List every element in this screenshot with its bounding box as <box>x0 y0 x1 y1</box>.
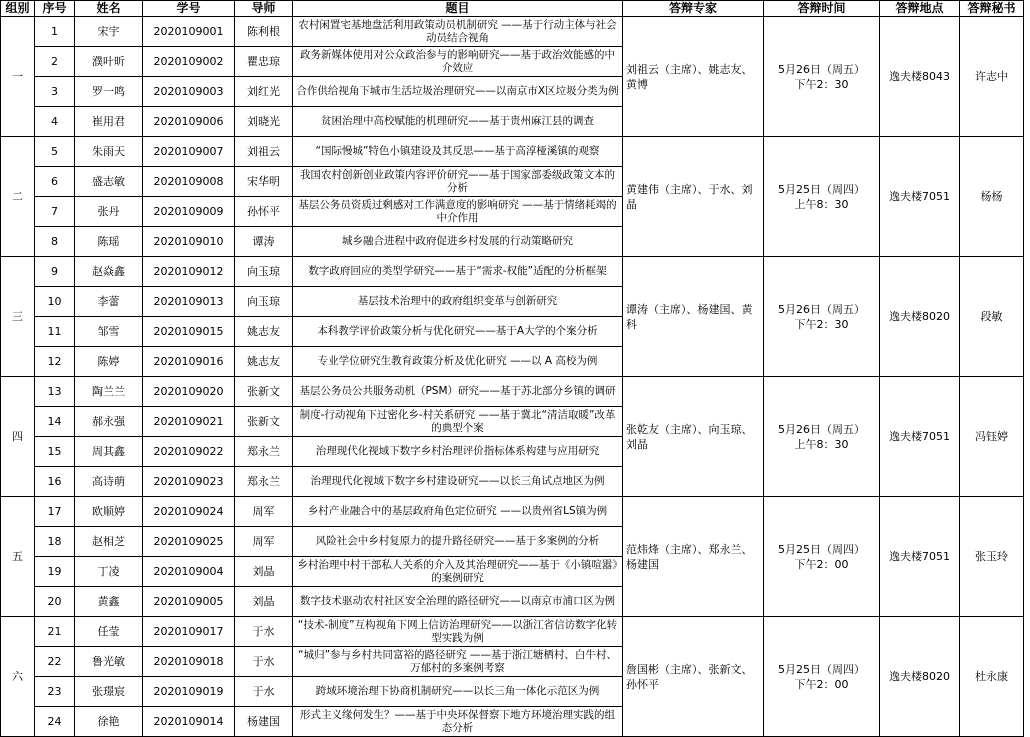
header-time: 答辩时间 <box>764 1 880 17</box>
table-row <box>1 137 1024 167</box>
student-id-cell: 2020109019 <box>143 677 235 707</box>
header-location: 答辩地点 <box>880 1 960 17</box>
name-cell: 张丹 <box>75 197 143 227</box>
advisor-cell: 张新文 <box>235 407 293 437</box>
topic-cell: 基层公务员资质过剩感对工作满意度的影响研究 ——基于情绪耗竭的中介作用 <box>293 197 623 227</box>
student-id-cell: 2020109001 <box>143 17 235 47</box>
topic-cell: 跨域环境治理下协商机制研究——以长三角一体化示范区为例 <box>293 677 623 707</box>
time-clock: 上午8：30 <box>794 197 849 211</box>
student-id-cell: 2020109023 <box>143 467 235 497</box>
time-cell <box>764 377 880 497</box>
header-group: 组别 <box>1 1 35 17</box>
experts-cell: 詹国彬（主席）、张新文、孙怀平 <box>623 617 764 737</box>
location-cell: 逸夫楼8043 <box>880 17 960 137</box>
topic-cell: 本科教学评价政策分析与优化研究——基于A大学的个案分析 <box>293 317 623 347</box>
name-cell: 罗一鸣 <box>75 77 143 107</box>
group-label: 四 <box>1 377 35 497</box>
group-label: 五 <box>1 497 35 617</box>
time-clock: 上午8：30 <box>794 437 849 451</box>
student-id-cell: 2020109022 <box>143 437 235 467</box>
location-cell: 逸夫楼7051 <box>880 377 960 497</box>
header-advisor: 导师 <box>235 1 293 17</box>
advisor-cell: 向玉琼 <box>235 257 293 287</box>
experts-cell: 刘祖云（主席）、姚志友、黄博 <box>623 17 764 137</box>
topic-cell: 政务新媒体使用对公众政治参与的影响研究——基于政治效能感的中介效应 <box>293 47 623 77</box>
advisor-cell: 陈利根 <box>235 17 293 47</box>
advisor-cell: 姚志友 <box>235 347 293 377</box>
name-cell: 郝永强 <box>75 407 143 437</box>
name-cell: 赵相芝 <box>75 527 143 557</box>
table-row <box>1 377 1024 407</box>
seq-cell: 16 <box>35 467 75 497</box>
name-cell: 宋宇 <box>75 17 143 47</box>
group-label: 六 <box>1 617 35 737</box>
seq-cell: 19 <box>35 557 75 587</box>
advisor-cell: 刘晓光 <box>235 107 293 137</box>
secretary-cell: 张玉玲 <box>960 497 1024 617</box>
seq-cell: 2 <box>35 47 75 77</box>
name-cell: 陶兰兰 <box>75 377 143 407</box>
name-cell: 丁凌 <box>75 557 143 587</box>
advisor-cell: 刘祖云 <box>235 137 293 167</box>
student-id-cell: 2020109006 <box>143 107 235 137</box>
student-id-cell: 2020109008 <box>143 167 235 197</box>
seq-cell: 23 <box>35 677 75 707</box>
student-id-cell: 2020109016 <box>143 347 235 377</box>
topic-cell: 治理现代化视域下数字乡村建设研究——以长三角试点地区为例 <box>293 467 623 497</box>
time-date: 5月26日（周五） <box>778 422 865 436</box>
advisor-cell: 孙怀平 <box>235 197 293 227</box>
student-id-cell: 2020109003 <box>143 77 235 107</box>
topic-cell: “国际慢城”特色小镇建设及其反思——基于高淳桠溪镇的观察 <box>293 137 623 167</box>
seq-cell: 8 <box>35 227 75 257</box>
advisor-cell: 宋华明 <box>235 167 293 197</box>
time-clock: 下午2：00 <box>794 557 849 571</box>
advisor-cell: 杨建国 <box>235 707 293 737</box>
time-cell <box>764 137 880 257</box>
name-cell: 朱雨天 <box>75 137 143 167</box>
student-id-cell: 2020109012 <box>143 257 235 287</box>
seq-cell: 14 <box>35 407 75 437</box>
location-cell: 逸夫楼8020 <box>880 257 960 377</box>
location-cell: 逸夫楼8020 <box>880 617 960 737</box>
seq-cell: 3 <box>35 77 75 107</box>
name-cell: 赵焱鑫 <box>75 257 143 287</box>
topic-cell: 风险社会中乡村复原力的提升路径研究——基于多案例的分析 <box>293 527 623 557</box>
student-id-cell: 2020109010 <box>143 227 235 257</box>
student-id-cell: 2020109004 <box>143 557 235 587</box>
student-id-cell: 2020109005 <box>143 587 235 617</box>
header-topic: 题目 <box>293 1 623 17</box>
table-row <box>1 497 1024 527</box>
experts-cell: 张乾友（主席）、向玉琼、刘晶 <box>623 377 764 497</box>
name-cell: 欧顺婷 <box>75 497 143 527</box>
advisor-cell: 刘晶 <box>235 557 293 587</box>
student-id-cell: 2020109007 <box>143 137 235 167</box>
time-date: 5月25日（周四） <box>778 662 865 676</box>
seq-cell: 22 <box>35 647 75 677</box>
student-id-cell: 2020109024 <box>143 497 235 527</box>
secretary-cell: 冯钰婷 <box>960 377 1024 497</box>
name-cell: 盛志敏 <box>75 167 143 197</box>
name-cell: 李蕾 <box>75 287 143 317</box>
topic-cell: 基层公务员公共服务动机（PSM）研究——基于苏北部分乡镇的调研 <box>293 377 623 407</box>
name-cell: 徐艳 <box>75 707 143 737</box>
topic-cell: 贫困治理中高校赋能的机理研究——基于贵州麻江县的调查 <box>293 107 623 137</box>
name-cell: 张璟宸 <box>75 677 143 707</box>
secretary-cell: 段敏 <box>960 257 1024 377</box>
secretary-cell: 许志中 <box>960 17 1024 137</box>
seq-cell: 12 <box>35 347 75 377</box>
group-label: 三 <box>1 257 35 377</box>
time-clock: 下午2：30 <box>794 77 849 91</box>
name-cell: 鲁光敏 <box>75 647 143 677</box>
header-name: 姓名 <box>75 1 143 17</box>
table-row <box>1 257 1024 287</box>
seq-cell: 17 <box>35 497 75 527</box>
group-label: 一 <box>1 17 35 137</box>
time-date: 5月25日（周四） <box>778 182 865 196</box>
name-cell: 高诗萌 <box>75 467 143 497</box>
name-cell: 任莹 <box>75 617 143 647</box>
advisor-cell: 于水 <box>235 617 293 647</box>
topic-cell: 合作供给视角下城市生活垃圾治理研究——以南京市X区垃圾分类为例 <box>293 77 623 107</box>
time-date: 5月26日（周五） <box>778 62 865 76</box>
advisor-cell: 于水 <box>235 677 293 707</box>
table-row <box>1 617 1024 647</box>
secretary-cell: 杨杨 <box>960 137 1024 257</box>
secretary-cell: 杜永康 <box>960 617 1024 737</box>
advisor-cell: 向玉琼 <box>235 287 293 317</box>
topic-cell: 数字技术驱动农村社区安全治理的路径研究——以南京市浦口区为例 <box>293 587 623 617</box>
seq-cell: 9 <box>35 257 75 287</box>
time-clock: 下午2：00 <box>794 677 849 691</box>
header-seq: 序号 <box>35 1 75 17</box>
student-id-cell: 2020109015 <box>143 317 235 347</box>
topic-cell: 治理现代化视域下数字乡村治理评价指标体系构建与应用研究 <box>293 437 623 467</box>
advisor-cell: 姚志友 <box>235 317 293 347</box>
student-id-cell: 2020109018 <box>143 647 235 677</box>
name-cell: 陈瑶 <box>75 227 143 257</box>
experts-cell: 谭涛（主席）、杨建国、黄科 <box>623 257 764 377</box>
header-secretary: 答辩秘书 <box>960 1 1024 17</box>
name-cell: 濮叶昕 <box>75 47 143 77</box>
advisor-cell: 谭涛 <box>235 227 293 257</box>
group-label: 二 <box>1 137 35 257</box>
location-cell: 逸夫楼7051 <box>880 497 960 617</box>
experts-cell: 范炜烽（主席）、郑永兰、杨建国 <box>623 497 764 617</box>
time-cell <box>764 257 880 377</box>
time-clock: 下午2：30 <box>794 317 849 331</box>
advisor-cell: 刘红光 <box>235 77 293 107</box>
time-cell <box>764 497 880 617</box>
time-date: 5月26日（周五） <box>778 302 865 316</box>
location-cell: 逸夫楼7051 <box>880 137 960 257</box>
topic-cell: “技术-制度”互构视角下网上信访治理研究——以浙江省信访数字化转型实践为例 <box>293 617 623 647</box>
topic-cell: 数字政府回应的类型学研究——基于“需求-权能”适配的分析框架 <box>293 257 623 287</box>
student-id-cell: 2020109002 <box>143 47 235 77</box>
student-id-cell: 2020109020 <box>143 377 235 407</box>
seq-cell: 21 <box>35 617 75 647</box>
seq-cell: 24 <box>35 707 75 737</box>
student-id-cell: 2020109017 <box>143 617 235 647</box>
advisor-cell: 于水 <box>235 647 293 677</box>
name-cell: 周其鑫 <box>75 437 143 467</box>
seq-cell: 7 <box>35 197 75 227</box>
topic-cell: “城归”参与乡村共同富裕的路径研究 ——基于浙江塘栖村、白牛村、万郁村的多案例考察 <box>293 647 623 677</box>
time-date: 5月25日（周四） <box>778 542 865 556</box>
topic-cell: 形式主义缘何发生？——基于中央环保督察下地方环境治理实践的组态分析 <box>293 707 623 737</box>
topic-cell: 我国农村创新创业政策内容评价研究——基于国家部委级政策文本的分析 <box>293 167 623 197</box>
advisor-cell: 周军 <box>235 527 293 557</box>
topic-cell: 城乡融合进程中政府促进乡村发展的行动策略研究 <box>293 227 623 257</box>
time-cell <box>764 617 880 737</box>
advisor-cell: 刘晶 <box>235 587 293 617</box>
topic-cell: 乡村治理中村干部私人关系的介入及其治理研究——基于《小镇喧嚣》的案例研究 <box>293 557 623 587</box>
experts-cell: 黄建伟（主席）、于水、刘晶 <box>623 137 764 257</box>
advisor-cell: 张新文 <box>235 377 293 407</box>
name-cell: 陈婷 <box>75 347 143 377</box>
header-experts: 答辩专家 <box>623 1 764 17</box>
seq-cell: 15 <box>35 437 75 467</box>
seq-cell: 20 <box>35 587 75 617</box>
seq-cell: 13 <box>35 377 75 407</box>
seq-cell: 4 <box>35 107 75 137</box>
advisor-cell: 瞿忠琼 <box>235 47 293 77</box>
student-id-cell: 2020109013 <box>143 287 235 317</box>
topic-cell: 制度-行动视角下过密化乡-村关系研究 ——基于冀北“清洁取暖”改革的典型个案 <box>293 407 623 437</box>
header-student-id: 学号 <box>143 1 235 17</box>
student-id-cell: 2020109014 <box>143 707 235 737</box>
seq-cell: 10 <box>35 287 75 317</box>
student-id-cell: 2020109025 <box>143 527 235 557</box>
student-id-cell: 2020109009 <box>143 197 235 227</box>
name-cell: 邹雪 <box>75 317 143 347</box>
topic-cell: 专业学位研究生教育政策分析及优化研究 ——以 A 高校为例 <box>293 347 623 377</box>
time-cell <box>764 17 880 137</box>
name-cell: 黄鑫 <box>75 587 143 617</box>
header-row <box>1 1 1024 17</box>
advisor-cell: 郑永兰 <box>235 437 293 467</box>
seq-cell: 5 <box>35 137 75 167</box>
topic-cell: 基层技术治理中的政府组织变革与创新研究 <box>293 287 623 317</box>
seq-cell: 6 <box>35 167 75 197</box>
student-id-cell: 2020109021 <box>143 407 235 437</box>
name-cell: 崔用君 <box>75 107 143 137</box>
seq-cell: 11 <box>35 317 75 347</box>
table-row <box>1 17 1024 47</box>
advisor-cell: 郑永兰 <box>235 467 293 497</box>
seq-cell: 1 <box>35 17 75 47</box>
advisor-cell: 周军 <box>235 497 293 527</box>
seq-cell: 18 <box>35 527 75 557</box>
topic-cell: 农村闲置宅基地盘活利用政策动员机制研究 ——基于行动主体与社会动员结合视角 <box>293 17 623 47</box>
topic-cell: 乡村产业融合中的基层政府角色定位研究 ——以贵州省LS镇为例 <box>293 497 623 527</box>
